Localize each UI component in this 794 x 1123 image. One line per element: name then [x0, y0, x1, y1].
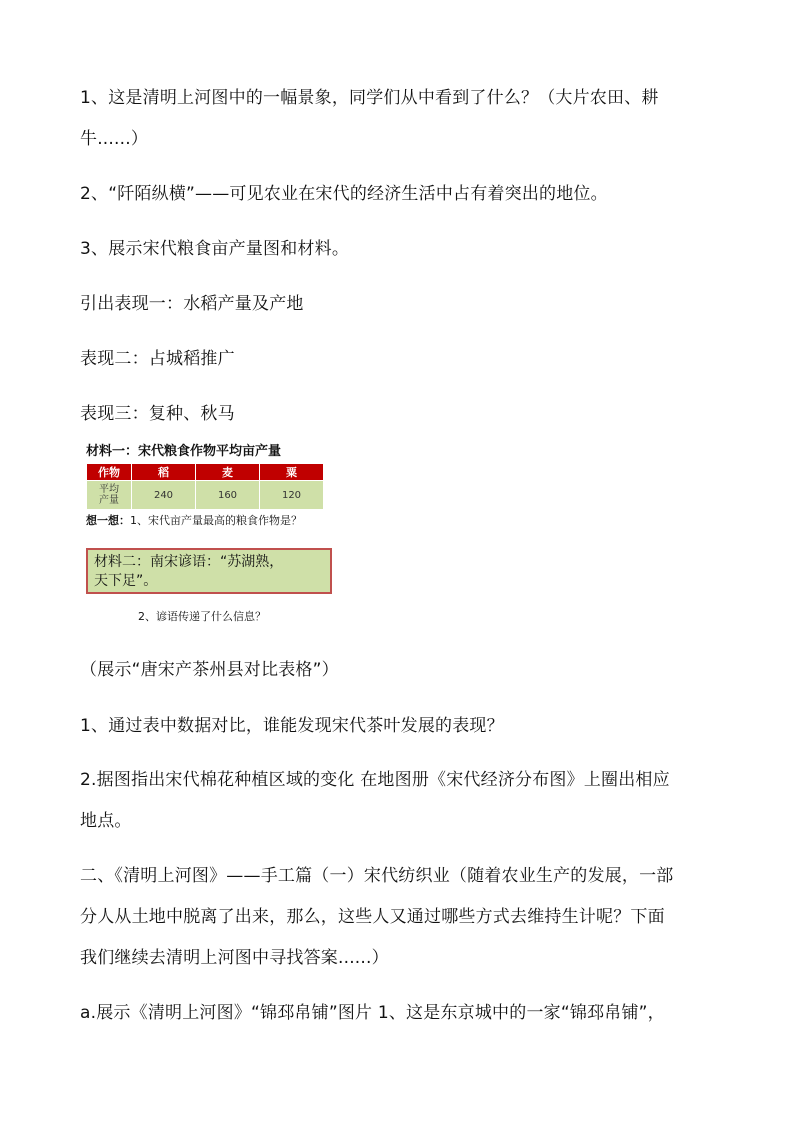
paragraph-tea-table: （展示“唐宋产茶州县对比表格”）	[80, 660, 339, 680]
material-two-question: 2、谚语传递了什么信息？	[138, 610, 266, 623]
paragraph-handicraft-line3: 我们继续去清明上河图中寻找答案......）	[80, 948, 389, 968]
row-label-line2: 产量	[99, 495, 119, 506]
paragraph-q3: 3、展示宋代粮食亩产量图和材料。	[80, 239, 350, 259]
table-header-cell: 粟	[260, 464, 324, 481]
table-header-row	[87, 464, 324, 481]
row-label-line1: 平均	[99, 484, 119, 495]
paragraph-cotton-line1: 2.据图指出宋代棉花种植区域的变化 在地图册《宋代经济分布图》上圈出相应	[80, 770, 670, 790]
paragraph-silk-shop: a.展示《清明上河图》“锦邳帛铺”图片 1、这是东京城中的一家“锦邳帛铺”，	[80, 1003, 665, 1023]
table-cell-rice: 240	[132, 481, 196, 510]
think-prefix: 想一想：	[86, 514, 130, 527]
paragraph-performance-2: 表现二：占城稻推广	[80, 349, 235, 369]
paragraph-cotton-line2: 地点。	[80, 811, 132, 831]
material-one-figure	[86, 443, 354, 528]
table-header-cell: 作物	[87, 464, 132, 481]
paragraph-tea-question: 1、通过表中数据对比，谁能发现宋代茶叶发展的表现？	[80, 716, 504, 736]
crop-yield-table	[86, 463, 324, 510]
think-question	[86, 514, 354, 528]
paragraph-handicraft-line1: 二、《清明上河图》——手工篇（一）宋代纺织业（随着农业生产的发展，一部	[80, 866, 674, 886]
material-two-line2: 天下足”。	[94, 573, 158, 589]
think-question-text: 1、宋代亩产量最高的粮食作物是？	[130, 514, 302, 527]
table-header-cell: 麦	[196, 464, 260, 481]
paragraph-q2: 2、“阡陌纵横”——可见农业在宋代的经济生活中占有着突出的地位。	[80, 184, 608, 204]
table-row	[87, 481, 324, 510]
material-two-line1: 材料二：南宋谚语：“苏湖熟，	[94, 554, 284, 570]
material-one-title: 材料一：宋代粮食作物平均亩产量	[86, 444, 282, 459]
paragraph-handicraft-line2: 分人从土地中脱离了出来，那么，这些人又通过哪些方式去维持生计呢？下面	[80, 907, 665, 927]
table-header-cell: 稻	[132, 464, 196, 481]
table-row-label	[87, 481, 132, 510]
paragraph-q1-line2: 牛......）	[80, 129, 149, 149]
paragraph-performance-1: 引出表现一：水稻产量及产地	[80, 294, 304, 314]
table-cell-wheat: 160	[196, 481, 260, 510]
paragraph-performance-3: 表现三：复种、秋马	[80, 404, 235, 424]
table-cell-millet: 120	[260, 481, 324, 510]
paragraph-q1-line1: 1、这是清明上河图中的一幅景象，同学们从中看到了什么？（大片农田、耕	[80, 88, 659, 108]
material-two-box	[86, 548, 332, 594]
